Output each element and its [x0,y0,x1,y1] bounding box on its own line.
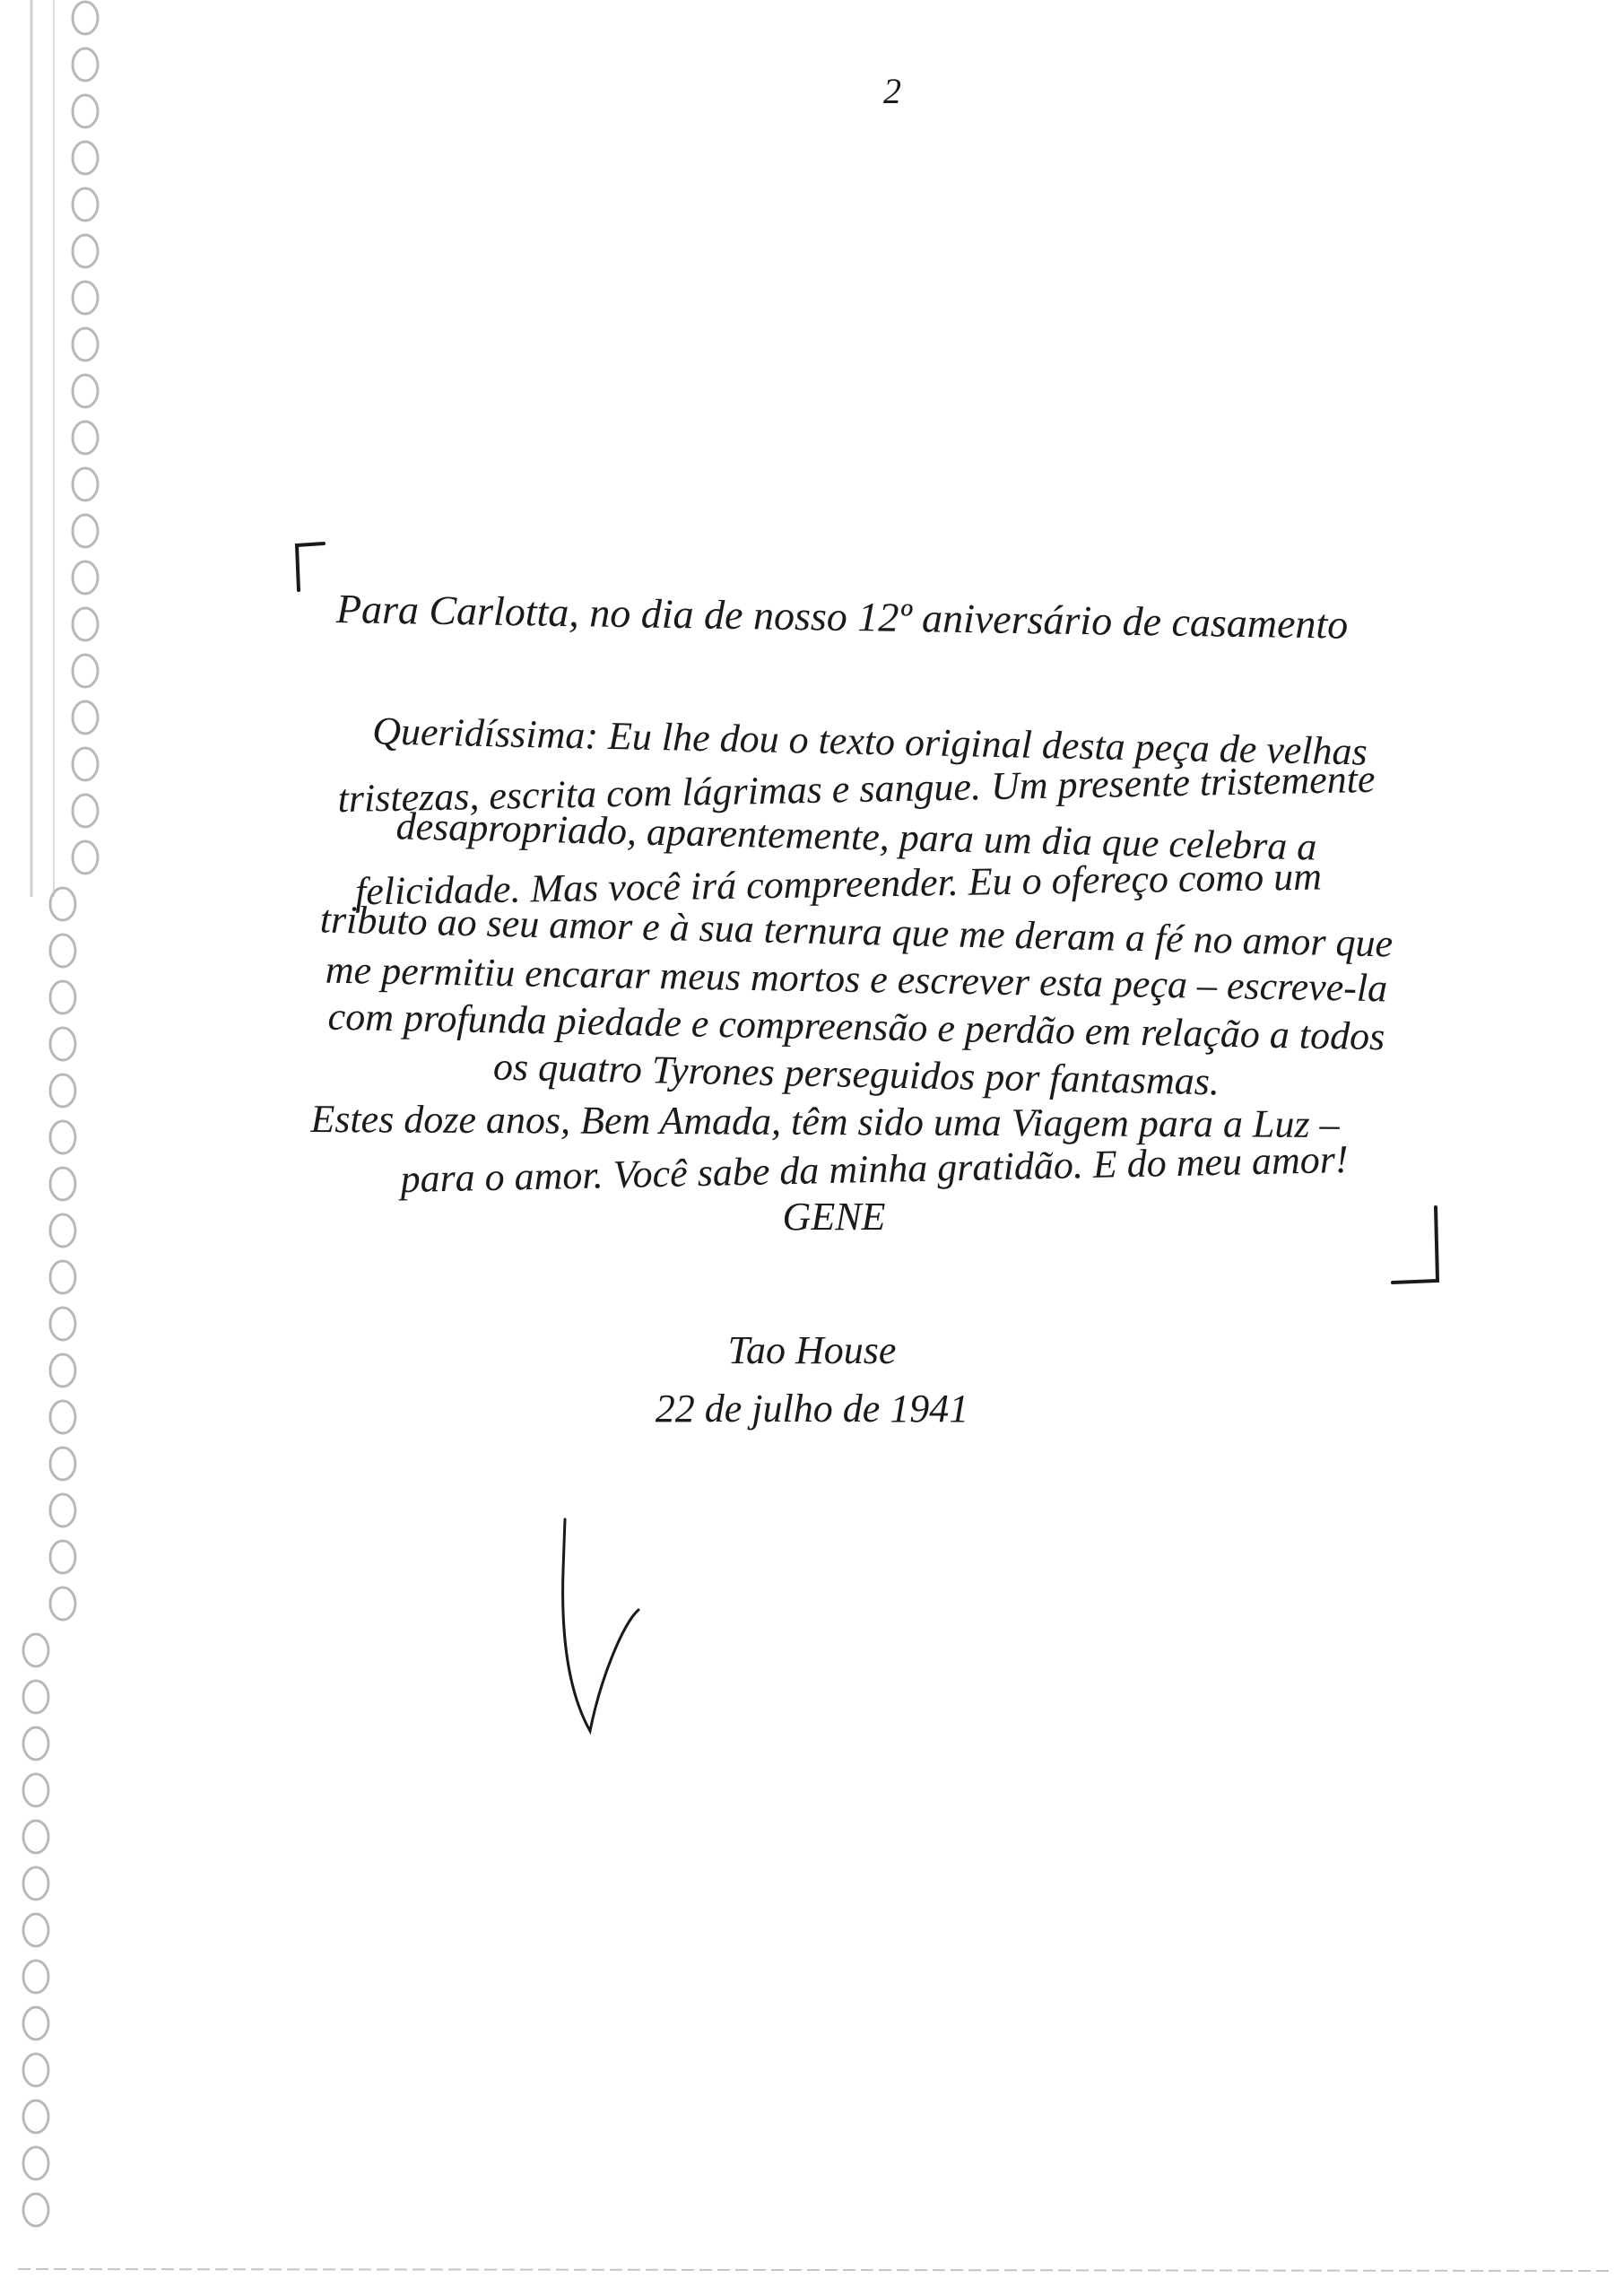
binding-hole [73,422,98,454]
letter-line: felicidade. Mas você irá compreender. Eu o ofereço como um [354,854,1323,914]
letter-date: 22 de julho de 1941 [655,1387,969,1431]
binding-hole [73,328,98,361]
binding-hole [73,608,98,640]
binding-hole [50,1214,75,1247]
binding-hole [50,1168,75,1200]
place-tao-house: Tao House [727,1328,897,1372]
binding-hole [73,655,98,687]
binding-hole [50,1448,75,1480]
binding-hole [50,935,75,967]
handwritten-check-mark [538,1516,655,1749]
binding-hole [73,701,98,734]
binding-hole [73,2,98,34]
binding-hole [23,1727,48,1760]
binding-hole [23,1914,48,1946]
binding-hole [73,48,98,81]
binding-hole [50,1541,75,1573]
binding-hole [23,2100,48,2133]
letter-body [242,709,1471,1240]
letter-line: com profunda piedade e compreensão e perdão em relação a todos [327,994,1385,1059]
corner-bracket-bottom-right [1385,1202,1448,1292]
letter-line: Queridíssima: Eu lhe dou o texto original desta peça de velhas [371,709,1368,774]
letter-line: os quatro Tyrones perseguidos por fantasmas. [492,1044,1220,1104]
binding-hole [50,981,75,1013]
binding-hole [50,1261,75,1293]
binding-hole [50,888,75,920]
letter-line: para o amor. Você sabe da minha gratidão. E do meu amor! [400,1136,1349,1202]
binding-hole [73,515,98,547]
binding-hole [23,1961,48,1993]
letter-line: desapropriado, aparentemente, para um dia que celebra a [395,804,1317,869]
binding-hole [23,1681,48,1713]
binding-hole [73,282,98,314]
binding-hole [23,2054,48,2086]
scan-edge-line [18,2260,1614,2278]
letter-line: me permitiu encarar meus mortos e escrever esta peça – escreve-la [325,947,1388,1011]
binding-hole [73,468,98,500]
binding-hole [73,375,98,407]
binding-hole [73,795,98,827]
binding-hole [23,1867,48,1900]
letter-line: tristezas, escrita com lágrimas e sangue. Um presente tristemente [337,756,1376,822]
binding-hole [73,142,98,174]
binding-hole [50,1121,75,1153]
binding-hole [50,1028,75,1060]
binding-hole [23,2007,48,2039]
binding-hole [50,1587,75,1620]
binding-hole [73,561,98,594]
binding-hole [23,1634,48,1666]
binding-hole [73,188,98,221]
signature-gene: GENE [782,1195,886,1239]
binding-hole [23,1774,48,1806]
corner-bracket-top-left [291,538,327,592]
binding-hole [23,2194,48,2226]
ring-binding-holes [0,0,117,2296]
dedication-heading: Para Carlotta, no dia de nosso 12º aniversário de casamento [335,586,1349,648]
binding-hole [23,1821,48,1853]
binding-hole [73,95,98,127]
page-number: 2 [883,71,901,111]
letter-line: Estes doze anos, Bem Amada, têm sido uma Viagem para a Luz – [310,1096,1340,1147]
binding-hole [50,1494,75,1526]
binding-hole [73,235,98,267]
letter-line: tributo ao seu amor e à sua ternura que me deram a fé no amor que [319,897,1394,966]
binding-hole [73,748,98,780]
binding-hole [73,841,98,874]
binding-hole [23,2147,48,2179]
binding-hole [50,1074,75,1107]
